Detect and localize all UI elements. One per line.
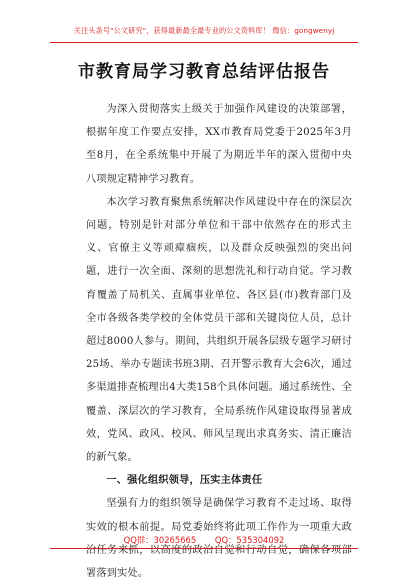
paragraph-overview: 本次学习教育聚焦系统解决作风建设中存在的深层次问题，特别是针对部分单位和干部中依然存在的形式主义、官僚主义等顽瘴痼疾，以及群众反映强烈的突出问题，进行一次全面、深刻的思想洗礼和行动自觉。学习教育覆盖了局机关、直属事业单位、各区县(市)教育部门及全市各级各类学校的全体党员干部和关键岗位人员，总计超过8000人参与。期间，共组织开展各层级专题学习研讨25场、举办专题读书班3期、召开警示教育大会6次，通过多渠道排查梳理出4大类158个具体问题。通过系统性、全覆盖、深层次的学习教育，全局系统作风建设取得显著成效，党风、政风、校风、师风呈现出求真务实、清正廉洁的新气象。 xyxy=(86,196,352,464)
footer-qq: QQ：535304092 xyxy=(214,535,285,545)
footer-qq-group: QQ群：30265665 xyxy=(123,535,197,545)
footer-contact xyxy=(0,534,408,546)
document-body xyxy=(86,98,352,585)
paragraph-section-1: 坚强有力的组织领导是确保学习教育不走过场、取得实效的根本前提。局党委始终将此项工作作为一项重大政治任务来抓，以高度的政治自觉和行动自觉，确保各项部署落到实处。 xyxy=(86,498,352,580)
section-heading: 一、强化组织领导，压实主体责任 xyxy=(106,475,263,487)
footer-divider xyxy=(50,548,358,549)
header-divider xyxy=(50,42,358,43)
paragraph-intro: 为深入贯彻落实上级关于加强作风建设的决策部署，根据年度工作要点安排，XX市教育局党委于2025年3月至8月，在全系统集中开展了为期近半年的深入贯彻中央八项规定精神学习教育。 xyxy=(86,104,352,185)
header-promo-note: 关注头条号"公文研究"，获得最新最全最专业的公文资料库！ 微信：gongwenyj xyxy=(73,26,335,35)
document-title: 市教育局学习教育总结评估报告 xyxy=(78,62,330,82)
